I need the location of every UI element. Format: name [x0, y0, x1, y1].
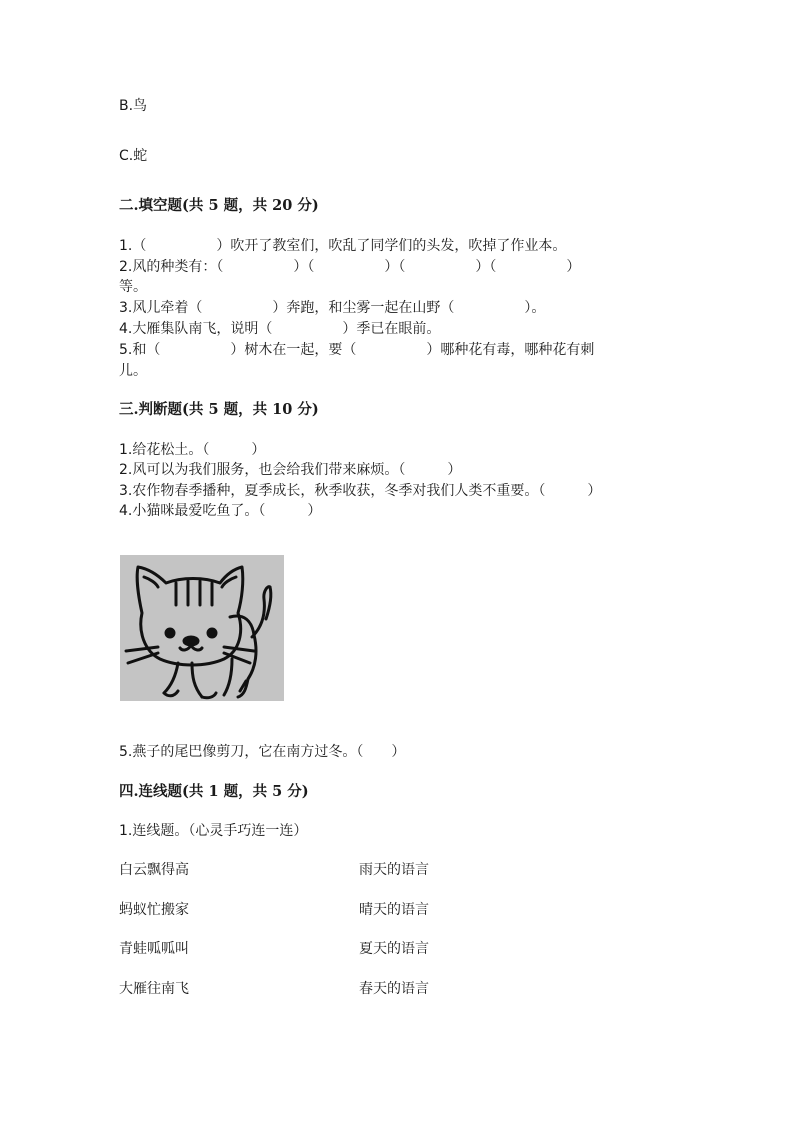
fill-question-2: 2.风的种类有：（ ）（ ）（ ）（ ）	[119, 259, 581, 275]
kitten-illustration	[120, 555, 284, 701]
kitten-drawing	[120, 555, 284, 701]
match-left-3: 青蛙呱呱叫	[119, 941, 189, 957]
fill-question-2-cont: 等。	[119, 279, 147, 295]
section-2-heading: 二.填空题(共 5 题，共 20 分)	[119, 197, 319, 214]
fill-question-5-cont: 儿。	[119, 363, 147, 379]
match-left-1: 白云飘得高	[119, 862, 189, 878]
judge-question-1: 1.给花松土。（ ）	[119, 442, 266, 458]
judge-question-2: 2.风可以为我们服务，也会给我们带来麻烦。（ ）	[119, 462, 462, 478]
match-left-4: 大雁往南飞	[119, 981, 189, 997]
match-right-2: 晴天的语言	[359, 902, 429, 918]
judge-question-5: 5.燕子的尾巴像剪刀，它在南方过冬。（ ）	[119, 744, 406, 760]
fill-question-1: 1.（ ）吹开了教室们，吹乱了同学们的头发，吹掉了作业本。	[119, 238, 567, 254]
option-b: B.鸟	[119, 98, 148, 114]
match-question-1: 1.连线题。（心灵手巧连一连）	[119, 823, 308, 839]
fill-question-3: 3.风儿牵着（ ）奔跑，和尘雾一起在山野（ ）。	[119, 300, 546, 316]
match-right-3: 夏天的语言	[359, 941, 429, 957]
section-4-heading: 四.连线题(共 1 题，共 5 分)	[119, 783, 309, 800]
match-right-1: 雨天的语言	[359, 862, 429, 878]
section-3-heading: 三.判断题(共 5 题，共 10 分)	[119, 401, 319, 418]
fill-question-5: 5.和（ ）树木在一起，要（ ）哪种花有毒，哪种花有刺	[119, 342, 595, 358]
match-left-2: 蚂蚁忙搬家	[119, 902, 189, 918]
judge-question-3: 3.农作物春季播种，夏季成长，秋季收获，冬季对我们人类不重要。（ ）	[119, 483, 602, 499]
match-right-4: 春天的语言	[359, 981, 429, 997]
judge-question-4: 4.小猫咪最爱吃鱼了。（ ）	[119, 503, 322, 519]
option-c: C.蛇	[119, 148, 148, 164]
fill-question-4: 4.大雁集队南飞，说明（ ）季已在眼前。	[119, 321, 441, 337]
